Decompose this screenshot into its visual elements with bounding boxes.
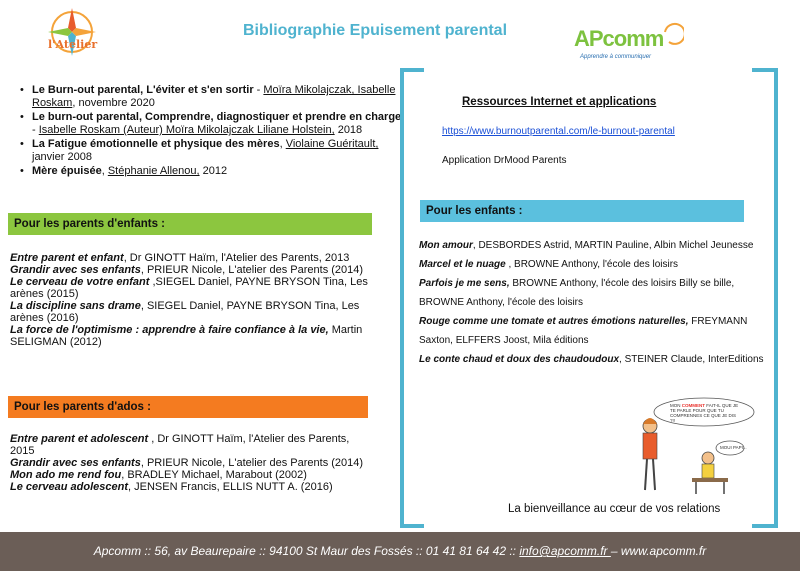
parents-book-list bbox=[10, 252, 390, 348]
parents-section-header: Pour les parents d'enfants : bbox=[8, 213, 372, 235]
parent-child-cartoon bbox=[626, 396, 756, 496]
list-item: • Le Burn-out parental, L'éviter et s'en sortir - Moïra Mikolajczak, Isabelle Roskam, novembre 2020 bbox=[32, 84, 402, 110]
list-item: La force de l'optimisme : apprendre à faire confiance à la vie, Martin SELIGMAN (2012) bbox=[10, 324, 363, 348]
burnout-book-list bbox=[18, 84, 402, 179]
ados-book-list bbox=[10, 433, 370, 493]
apcomm-logo-text: APcomm bbox=[574, 26, 664, 51]
kids-section-header: Pour les enfants : bbox=[420, 200, 744, 222]
frame-corner bbox=[752, 524, 778, 528]
footer-address: Apcomm :: 56, av Beaurepaire :: 94100 St Maur des Fossés :: 01 41 81 64 42 :: bbox=[93, 544, 520, 558]
list-item: Rouge comme une tomate et autres émotions naturelles, FREYMANN Saxton, ELFFERS Joost, Mila éditions bbox=[419, 316, 748, 346]
list-item: Parfois je me sens, BROWNE Anthony, l'école des loisirs Billy se bille, BROWNE Anthony, l'école des loisirs bbox=[419, 278, 735, 308]
list-item: La discipline sans drame, SIEGEL Daniel, PAYNE BRYSON Tina, Les arènes (2016) bbox=[10, 300, 360, 324]
list-item: Grandir avec ses enfants, PRIEUR Nicole, L'atelier des Parents (2014) bbox=[10, 457, 364, 469]
speech-bubble-child: MOUI PAPI... bbox=[720, 445, 747, 450]
footer-email-link[interactable]: info@apcomm.fr bbox=[519, 544, 611, 558]
resources-title: Ressources Internet et applications bbox=[462, 96, 657, 108]
apcomm-logo bbox=[574, 14, 684, 66]
list-item: Grandir avec ses enfants, PRIEUR Nicole, L'atelier des Parents (2014) bbox=[10, 264, 364, 276]
list-item: • Le burn-out parental, Comprendre, diagnostiquer et prendre en charge - Isabelle Roskam (Auteur) Moïra Mikolajczak Liliane Holstein, 2018 bbox=[32, 111, 402, 137]
list-item: Mon amour, DESBORDES Astrid, MARTIN Pauline, Albin Michel Jeunesse bbox=[419, 240, 754, 251]
app-name: Application DrMood Parents bbox=[442, 155, 567, 166]
list-item: Marcel et le nuage , BROWNE Anthony, l'école des loisirs bbox=[419, 259, 679, 270]
footer-website: – www.apcomm.fr bbox=[610, 544, 707, 558]
list-item: Mon ado me rend fou, BRADLEY Michael, Marabout (2002) bbox=[10, 469, 307, 481]
list-item: Le cerveau adolescent, JENSEN Francis, ELLIS NUTT A. (2016) bbox=[10, 481, 333, 493]
list-item: Entre parent et adolescent , Dr GINOTT Haïm, l'Atelier des Parents, 2015 bbox=[10, 433, 350, 457]
frame-corner bbox=[752, 68, 778, 72]
ados-section-header: Pour les parents d'ados : bbox=[8, 396, 368, 418]
atelier-logo bbox=[36, 6, 108, 66]
list-item: • La Fatigue émotionnelle et physique des mères, Violaine Guéritault, janvier 2008 bbox=[32, 138, 402, 164]
speech-bubble-parent: MON COMMENT FAIT-IL QUE JE TE PARLE POUR QUE TU COMPRENNES CE QUE JE DIS ?!! bbox=[670, 403, 739, 423]
atelier-logo-text: l'Atelier bbox=[48, 38, 98, 51]
page-title: Bibliographie Epuisement parental bbox=[242, 22, 508, 39]
list-item: • Mère épuisée, Stéphanie Allenou, 2012 bbox=[32, 165, 402, 178]
frame-corner bbox=[400, 68, 424, 72]
list-item: Entre parent et enfant, Dr GINOTT Haïm, l'Atelier des Parents, 2013 bbox=[10, 252, 350, 264]
burnout-website-link[interactable]: https://www.burnoutparental.com/le-burnout-parental bbox=[442, 126, 675, 137]
frame-corner bbox=[400, 524, 424, 528]
list-item: Le conte chaud et doux des chaudoudoux, STEINER Claude, InterEditions bbox=[419, 354, 764, 365]
kids-book-list bbox=[419, 236, 764, 369]
footer bbox=[0, 532, 800, 571]
tagline: La bienveillance au cœur de vos relations bbox=[508, 503, 721, 515]
list-item: Le cerveau de votre enfant ,SIEGEL Daniel, PAYNE BRYSON Tina, Les arènes (2015) bbox=[10, 276, 368, 300]
apcomm-logo-subtitle: Apprendre à communiquer bbox=[580, 54, 652, 60]
